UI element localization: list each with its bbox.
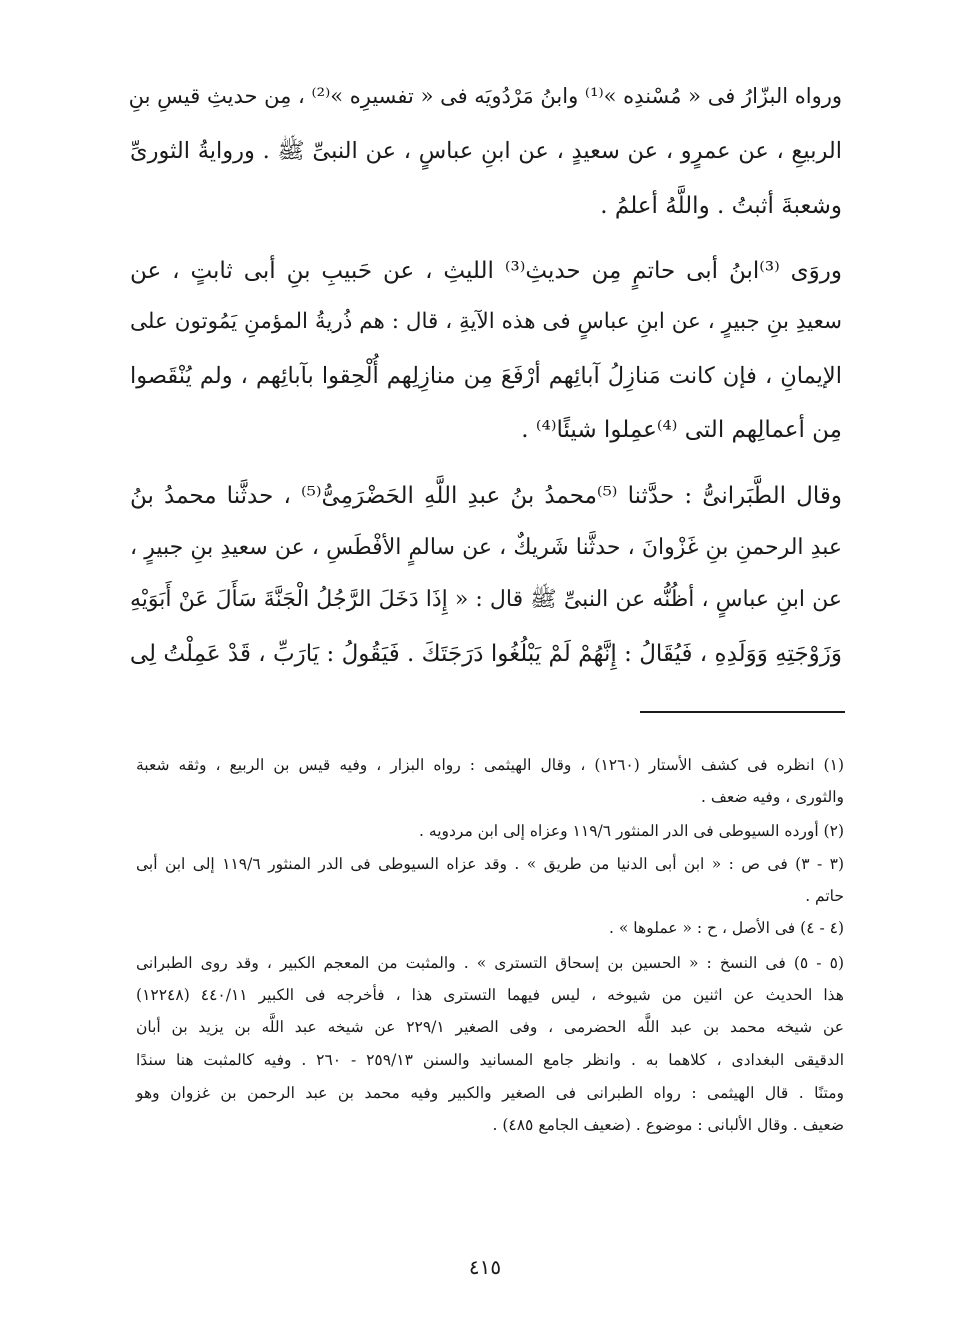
footnote-line: (٤ - ٤) فى الأصل ، ح : « عملوها » . (609, 919, 844, 937)
body-text-line: وقال الطَّبَرانىُّ : حدَّثنا ⁽⁵⁾محمدُ بنُ عبدِ اللَّهِ الحَضْرَمِىُّ⁽⁵⁾ ، حدثَّنا محمدُ بنُ (130, 483, 842, 509)
footnote-line: (٣ - ٣) فى ص : « ابن أبى الدنيا من طريق » . وقد عزاه السيوطى فى الدر المنثور ١١٩/٦ إلى ابن أبى (136, 855, 844, 873)
body-text-line: الربيعِ ، عن عمرٍو ، عن سعيدٍ ، عن ابنِ عباسٍ ، عن النبىِّ ﷺ . وروايةُ الثورىِّ (130, 138, 842, 164)
body-text-line: عن ابنِ عباسٍ ، أظُنُّه عن النبىِّ ﷺ قال : « إِذَا دَخَلَ الرَّجُلُ الْجَنَّةَ سَأَلَ عَنْ أَبَوَيْهِ (130, 587, 842, 612)
body-text-line: ورواه البزّارُ فى « مُسْندِه »⁽¹⁾ وابنُ مَرْدُويَه فى « تفسيرِه »⁽²⁾ ، مِن حديثِ قيسِ بنِ (128, 84, 842, 108)
body-text-line: سعيدِ بنِ جبيرٍ ، عن ابنِ عباسٍ فى هذه الآيةِ ، قال : هم ذُريةُ المؤمنِ يَمُوتون على (130, 309, 842, 334)
footnote-line: ومتنًا . قال الهيثمى : رواه الطبرانى فى الصغير والكبير وفيه محمد بن عبد الرحمن بن غزوان وهو (136, 1084, 844, 1102)
footnote-line: عن شيخه محمد بن عبد اللَّه الحضرمى ، وفى الصغير ٢٢٩/١ عن شيخه عبد اللَّه بن يزيد بن أبان (136, 1018, 845, 1036)
footnote-line: هذا الحديث عن اثنين من شيوخه ، ليس فيهما التسترى هذا ، فأخرجه فى الكبير ٤٤٠/١١ (١٢٢٤٨) (136, 986, 844, 1004)
body-text-line: مِن أعمالِهم التى ⁽⁴⁾عمِلوا شيئًا⁽⁴⁾ . (521, 417, 842, 443)
footnote-line: (١) انظره فى كشف الأستار (١٢٦٠) ، وقال الهيثمى : رواه البزار ، وفيه قيس بن الربيع ، وثقه شعبة (136, 756, 844, 774)
body-text-line: وشعبةَ أثبتُ . واللَّهُ أعلمُ . (600, 193, 842, 219)
body-text-line: عبدِ الرحمنِ بنِ غَزْوانَ ، حدثَّنا شَريكٌ ، عن سالمٍ الأفْطَسِ ، عن سعيدِ بنِ جبيرٍ ، (130, 535, 842, 560)
footnote-line: (٢) أورده السيوطى فى الدر المنثور ١١٩/٦ وعزاه إلى ابن مردويه . (419, 822, 844, 840)
body-text-line: الإيمانِ ، فإن كانت مَنازِلُ آبائِهم أرْفَعَ مِن منازِلِهم أُلْحِقوا بآبائِهم ، ولم يُنْقَصوا (130, 363, 842, 389)
footnote-line: (٥ - ٥) فى النسخ : « الحسين بن إسحاق التسترى » . والمثبت من المعجم الكبير ، وقد روى الطبرانى (136, 954, 844, 972)
footnote-line: حاتم . (805, 887, 844, 905)
body-text-line: وَزَوْجَتِهِ وَوَلَدِهِ ، فَيُقَالُ : إِنَّهُمْ لَمْ يَبْلُغُوا دَرَجَتَكَ . فَيَقُولُ : يَارَبِّ ، قَدْ عَمِلْتُ لِى (129, 641, 842, 667)
page-number: ٤١٥ (468, 1255, 502, 1279)
body-text-line: وروَى ⁽³⁾ابنُ أبى حاتمٍ مِن حديثِ⁽³⁾ الليثِ ، عن حَبيبِ بنِ أبى ثابتٍ ، عن (130, 258, 842, 284)
footnote-line: ضعيف . وقال الألبانى : موضوع . (ضعيف الجامع ٤٨٥) . (492, 1116, 844, 1134)
footnote-line: الدقيقى البغدادى ، كلاهما به . وانظر جامع المسانيد والسنن ٢٥٩/١٣ - ٢٦٠ . وفيه كالمثبت هنا سندًا (136, 1051, 845, 1069)
footnote-separator (640, 711, 845, 713)
footnote-line: والثورى ، وفيه ضعف . (700, 788, 844, 806)
